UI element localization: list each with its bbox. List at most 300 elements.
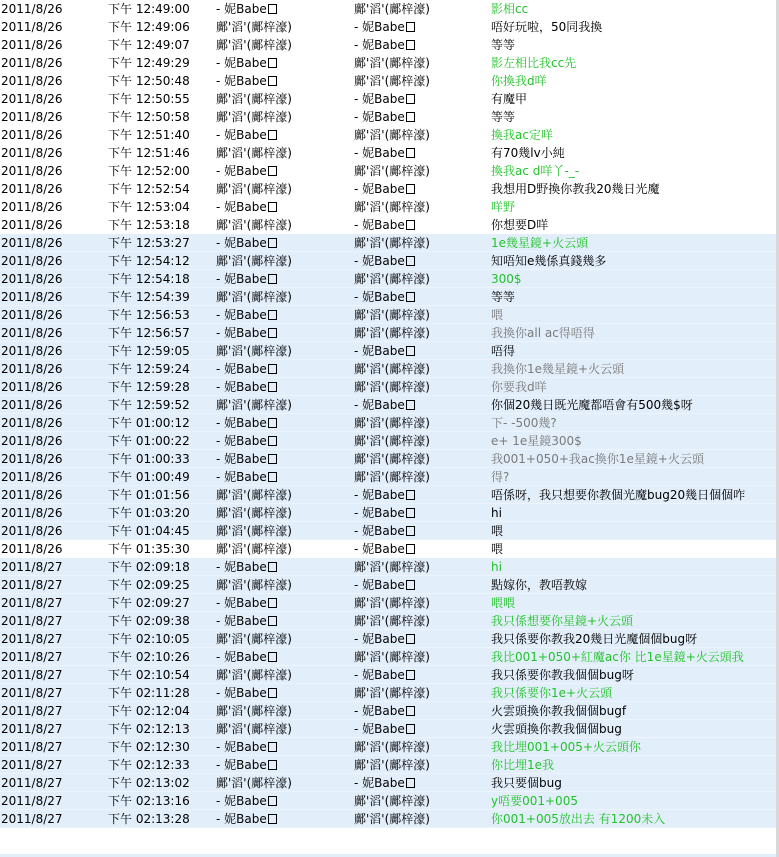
sender-name: - 妮Babe	[216, 434, 267, 448]
log-message: 火雲頭換你教我個個bugf	[491, 704, 627, 718]
log-time: 下午 02:10:26	[108, 650, 190, 664]
log-time: 下午 02:09:18	[108, 560, 190, 574]
missing-glyph-box	[406, 724, 415, 734]
log-row[interactable]	[0, 468, 779, 486]
receiver-name: - 妮Babe	[354, 254, 405, 268]
sender-name: 鄺'滔'(鄺梓濠)	[216, 506, 292, 520]
log-row[interactable]	[0, 630, 779, 648]
log-row[interactable]	[0, 90, 779, 108]
log-time: 下午 02:12:30	[108, 740, 190, 754]
log-row[interactable]	[0, 792, 779, 810]
log-date: 2011/8/27	[1, 704, 63, 718]
log-time: 下午 02:13:16	[108, 794, 190, 808]
log-from	[216, 702, 346, 720]
log-time: 下午 12:59:52	[108, 398, 190, 412]
log-time: 下午 02:09:38	[108, 614, 190, 628]
log-row[interactable]	[0, 378, 779, 396]
log-date: 2011/8/26	[1, 380, 63, 394]
receiver-name: - 妮Babe	[354, 524, 405, 538]
log-to	[354, 306, 484, 324]
log-date: 2011/8/26	[1, 398, 63, 412]
log-message: 我換你1e幾星鏡+火云頭	[491, 362, 625, 376]
log-to	[354, 468, 484, 486]
sender-name: 鄺'滔'(鄺梓濠)	[216, 524, 292, 538]
log-message: 等等	[491, 38, 516, 52]
missing-glyph-box	[268, 76, 277, 86]
log-time: 下午 12:49:29	[108, 56, 190, 70]
receiver-name: 鄺'滔'(鄺梓濠)	[354, 272, 430, 286]
log-time: 下午 12:49:06	[108, 20, 190, 34]
sender-name: - 妮Babe	[216, 272, 267, 286]
log-to	[354, 540, 484, 558]
log-to	[354, 252, 484, 270]
log-row[interactable]	[0, 54, 779, 72]
log-from	[216, 810, 346, 828]
sender-name: 鄺'滔'(鄺梓濠)	[216, 92, 292, 106]
log-from	[216, 324, 346, 342]
log-message: 換我ac d咩丫-_-	[491, 164, 580, 178]
log-date: 2011/8/26	[1, 236, 63, 250]
log-date: 2011/8/26	[1, 38, 63, 52]
missing-glyph-box	[406, 94, 415, 104]
log-from	[216, 594, 346, 612]
log-from	[216, 558, 346, 576]
log-row[interactable]	[0, 126, 779, 144]
log-row[interactable]	[0, 216, 779, 234]
log-row[interactable]	[0, 180, 779, 198]
log-message: 點嫁你，教唔教嫁	[491, 578, 588, 592]
receiver-name: - 妮Babe	[354, 290, 405, 304]
log-row[interactable]	[0, 648, 779, 666]
missing-glyph-box	[406, 220, 415, 230]
log-row[interactable]	[0, 72, 779, 90]
log-row[interactable]	[0, 270, 779, 288]
missing-glyph-box	[268, 58, 277, 68]
missing-glyph-box	[268, 652, 277, 662]
sender-name: 鄺'滔'(鄺梓濠)	[216, 20, 292, 34]
log-to	[354, 270, 484, 288]
log-time: 下午 01:00:12	[108, 416, 190, 430]
log-to	[354, 72, 484, 90]
log-message: 知唔知e幾係真錢幾多	[491, 254, 607, 268]
sender-name: 鄺'滔'(鄺梓濠)	[216, 218, 292, 232]
log-message: 我001+050+我ac換你1e星鏡+火云頭	[491, 452, 704, 466]
log-message: 你個20幾日既光魔都唔會有500幾$呀	[491, 398, 693, 412]
sender-name: - 妮Babe	[216, 236, 267, 250]
log-to	[354, 90, 484, 108]
log-from	[216, 468, 346, 486]
missing-glyph-box	[406, 292, 415, 302]
log-row[interactable]	[0, 702, 779, 720]
missing-glyph-box	[268, 364, 277, 374]
log-message: 影相cc	[491, 2, 529, 16]
log-row[interactable]	[0, 288, 779, 306]
missing-glyph-box	[268, 418, 277, 428]
log-row[interactable]	[0, 144, 779, 162]
log-date: 2011/8/26	[1, 74, 63, 88]
sender-name: 鄺'滔'(鄺梓濠)	[216, 776, 292, 790]
missing-glyph-box	[406, 40, 415, 50]
receiver-name: 鄺'滔'(鄺梓濠)	[354, 740, 430, 754]
log-to	[354, 522, 484, 540]
missing-glyph-box	[268, 382, 277, 392]
missing-glyph-box	[268, 238, 277, 248]
log-date: 2011/8/27	[1, 560, 63, 574]
log-row[interactable]	[0, 684, 779, 702]
log-row[interactable]	[0, 324, 779, 342]
log-time: 下午 12:54:18	[108, 272, 190, 286]
sender-name: - 妮Babe	[216, 128, 267, 142]
log-date: 2011/8/26	[1, 488, 63, 502]
sender-name: - 妮Babe	[216, 200, 267, 214]
log-message: 1e幾星鏡+火云頭	[491, 236, 589, 250]
log-message: 我只要個bug	[491, 776, 562, 790]
log-row[interactable]	[0, 504, 779, 522]
log-to	[354, 756, 484, 774]
log-date: 2011/8/27	[1, 812, 63, 826]
log-date: 2011/8/26	[1, 434, 63, 448]
log-row[interactable]	[0, 450, 779, 468]
log-date: 2011/8/26	[1, 20, 63, 34]
log-time: 下午 02:12:13	[108, 722, 190, 736]
missing-glyph-box	[406, 490, 415, 500]
receiver-name: 鄺'滔'(鄺梓濠)	[354, 758, 430, 772]
receiver-name: 鄺'滔'(鄺梓濠)	[354, 128, 430, 142]
log-to	[354, 666, 484, 684]
log-row[interactable]	[0, 576, 779, 594]
log-from	[216, 774, 346, 792]
receiver-name: 鄺'滔'(鄺梓濠)	[354, 326, 430, 340]
log-to	[354, 720, 484, 738]
log-date: 2011/8/27	[1, 596, 63, 610]
sender-name: 鄺'滔'(鄺梓濠)	[216, 668, 292, 682]
log-from	[216, 756, 346, 774]
receiver-name: - 妮Babe	[354, 542, 405, 556]
missing-glyph-box	[268, 742, 277, 752]
log-row[interactable]	[0, 612, 779, 630]
log-message: 我想用D野換你教我20幾日光魔	[491, 182, 660, 196]
log-time: 下午 12:52:54	[108, 182, 190, 196]
log-row[interactable]	[0, 108, 779, 126]
missing-glyph-box	[268, 4, 277, 14]
log-from	[216, 738, 346, 756]
log-to	[354, 54, 484, 72]
log-from	[216, 612, 346, 630]
log-from	[216, 504, 346, 522]
log-row[interactable]	[0, 306, 779, 324]
log-from	[216, 666, 346, 684]
log-from	[216, 396, 346, 414]
log-message: 我只係想要你星鏡+火云頭	[491, 614, 634, 628]
log-row[interactable]	[0, 486, 779, 504]
sender-name: - 妮Babe	[216, 740, 267, 754]
log-row[interactable]	[0, 756, 779, 774]
missing-glyph-box	[268, 274, 277, 284]
log-row[interactable]	[0, 162, 779, 180]
log-to	[354, 396, 484, 414]
log-to	[354, 594, 484, 612]
log-row[interactable]	[0, 0, 779, 18]
log-date: 2011/8/27	[1, 668, 63, 682]
log-to	[354, 738, 484, 756]
log-date: 2011/8/26	[1, 470, 63, 484]
sender-name: - 妮Babe	[216, 74, 267, 88]
log-row[interactable]	[0, 198, 779, 216]
log-from	[216, 0, 346, 18]
log-message: 火雲頭換你教我個個bug	[491, 722, 622, 736]
log-message: 我換你all ac得唔得	[491, 326, 595, 340]
log-time: 下午 01:03:20	[108, 506, 190, 520]
log-row[interactable]	[0, 810, 779, 828]
sender-name: - 妮Babe	[216, 614, 267, 628]
log-time: 下午 12:52:00	[108, 164, 190, 178]
missing-glyph-box	[268, 472, 277, 482]
log-message: 等等	[491, 110, 516, 124]
missing-glyph-box	[406, 400, 415, 410]
sender-name: 鄺'滔'(鄺梓濠)	[216, 704, 292, 718]
receiver-name: 鄺'滔'(鄺梓濠)	[354, 794, 430, 808]
log-from	[216, 288, 346, 306]
log-time: 下午 12:51:40	[108, 128, 190, 142]
sender-name: - 妮Babe	[216, 164, 267, 178]
log-row[interactable]	[0, 522, 779, 540]
sender-name: - 妮Babe	[216, 686, 267, 700]
log-to	[354, 234, 484, 252]
log-message: 換我ac定咩	[491, 128, 553, 142]
log-from	[216, 270, 346, 288]
receiver-name: 鄺'滔'(鄺梓濠)	[354, 380, 430, 394]
log-time: 下午 12:59:24	[108, 362, 190, 376]
sender-name: 鄺'滔'(鄺梓濠)	[216, 38, 292, 52]
log-row[interactable]	[0, 666, 779, 684]
sender-name: 鄺'滔'(鄺梓濠)	[216, 182, 292, 196]
missing-glyph-box	[268, 166, 277, 176]
log-to	[354, 0, 484, 18]
log-row[interactable]	[0, 774, 779, 792]
receiver-name: 鄺'滔'(鄺梓濠)	[354, 308, 430, 322]
missing-glyph-box	[406, 778, 415, 788]
log-row[interactable]	[0, 360, 779, 378]
log-time: 下午 12:53:04	[108, 200, 190, 214]
log-row[interactable]	[0, 720, 779, 738]
log-from	[216, 108, 346, 126]
log-message: 唔好玩啦，50同我換	[491, 20, 603, 34]
log-to	[354, 18, 484, 36]
log-time: 下午 01:00:33	[108, 452, 190, 466]
log-row[interactable]	[0, 234, 779, 252]
log-date: 2011/8/27	[1, 614, 63, 628]
sender-name: 鄺'滔'(鄺梓濠)	[216, 254, 292, 268]
log-to	[354, 36, 484, 54]
missing-glyph-box	[406, 634, 415, 644]
log-to	[354, 684, 484, 702]
log-to	[354, 810, 484, 828]
log-to	[354, 342, 484, 360]
log-from	[216, 198, 346, 216]
sender-name: 鄺'滔'(鄺梓濠)	[216, 578, 292, 592]
log-date: 2011/8/26	[1, 146, 63, 160]
log-to	[354, 648, 484, 666]
sender-name: - 妮Babe	[216, 2, 267, 16]
log-from	[216, 216, 346, 234]
log-to	[354, 162, 484, 180]
sender-name: - 妮Babe	[216, 362, 267, 376]
receiver-name: 鄺'滔'(鄺梓濠)	[354, 596, 430, 610]
log-message: 我比001+050+紅魔ac你 比1e星鏡+火云頭我	[491, 650, 744, 664]
log-message: e+ 1e星鏡300$	[491, 434, 582, 448]
missing-glyph-box	[406, 112, 415, 122]
receiver-name: - 妮Babe	[354, 146, 405, 160]
sender-name: - 妮Babe	[216, 308, 267, 322]
log-from	[216, 144, 346, 162]
receiver-name: 鄺'滔'(鄺梓濠)	[354, 362, 430, 376]
receiver-name: - 妮Babe	[354, 20, 405, 34]
log-message: hi	[491, 506, 502, 520]
log-from	[216, 36, 346, 54]
receiver-name: - 妮Babe	[354, 92, 405, 106]
log-time: 下午 12:50:58	[108, 110, 190, 124]
log-date: 2011/8/26	[1, 452, 63, 466]
sender-name: - 妮Babe	[216, 326, 267, 340]
log-row[interactable]	[0, 738, 779, 756]
log-from	[216, 684, 346, 702]
log-row[interactable]	[0, 414, 779, 432]
log-to	[354, 558, 484, 576]
log-date: 2011/8/26	[1, 290, 63, 304]
sender-name: 鄺'滔'(鄺梓濠)	[216, 110, 292, 124]
log-time: 下午 12:56:57	[108, 326, 190, 340]
log-from	[216, 72, 346, 90]
receiver-name: - 妮Babe	[354, 344, 405, 358]
sender-name: - 妮Babe	[216, 596, 267, 610]
log-to	[354, 792, 484, 810]
log-row[interactable]	[0, 252, 779, 270]
log-row[interactable]	[0, 540, 779, 558]
missing-glyph-box	[406, 580, 415, 590]
log-date: 2011/8/26	[1, 92, 63, 106]
log-from	[216, 630, 346, 648]
log-date: 2011/8/26	[1, 362, 63, 376]
log-date: 2011/8/26	[1, 128, 63, 142]
log-from	[216, 432, 346, 450]
missing-glyph-box	[268, 454, 277, 464]
log-from	[216, 486, 346, 504]
log-time: 下午 12:56:53	[108, 308, 190, 322]
sender-name: - 妮Babe	[216, 380, 267, 394]
log-to	[354, 126, 484, 144]
log-row[interactable]	[0, 594, 779, 612]
log-to	[354, 504, 484, 522]
log-message: 你換我d咩	[491, 74, 547, 88]
missing-glyph-box	[268, 328, 277, 338]
log-from	[216, 90, 346, 108]
missing-glyph-box	[406, 526, 415, 536]
log-to	[354, 324, 484, 342]
sender-name: 鄺'滔'(鄺梓濠)	[216, 146, 292, 160]
receiver-name: - 妮Babe	[354, 218, 405, 232]
log-time: 下午 12:50:55	[108, 92, 190, 106]
log-date: 2011/8/26	[1, 524, 63, 538]
log-date: 2011/8/27	[1, 740, 63, 754]
receiver-name: 鄺'滔'(鄺梓濠)	[354, 812, 430, 826]
log-row[interactable]	[0, 18, 779, 36]
log-date: 2011/8/26	[1, 326, 63, 340]
log-from	[216, 648, 346, 666]
log-message: 咩野	[491, 200, 516, 214]
log-time: 下午 02:10:54	[108, 668, 190, 682]
log-time: 下午 02:09:25	[108, 578, 190, 592]
receiver-name: - 妮Babe	[354, 398, 405, 412]
log-to	[354, 612, 484, 630]
log-time: 下午 12:53:27	[108, 236, 190, 250]
log-to	[354, 198, 484, 216]
log-message: 你比埋1e我	[491, 758, 555, 772]
missing-glyph-box	[268, 814, 277, 824]
sender-name: - 妮Babe	[216, 56, 267, 70]
sender-name: - 妮Babe	[216, 560, 267, 574]
log-time: 下午 12:59:28	[108, 380, 190, 394]
receiver-name: - 妮Babe	[354, 632, 405, 646]
log-time: 下午 12:49:07	[108, 38, 190, 52]
missing-glyph-box	[406, 508, 415, 518]
sender-name: 鄺'滔'(鄺梓濠)	[216, 722, 292, 736]
missing-glyph-box	[268, 616, 277, 626]
log-time: 下午 02:12:33	[108, 758, 190, 772]
sender-name: 鄺'滔'(鄺梓濠)	[216, 398, 292, 412]
log-row[interactable]	[0, 342, 779, 360]
log-from	[216, 180, 346, 198]
log-from	[216, 234, 346, 252]
receiver-name: 鄺'滔'(鄺梓濠)	[354, 164, 430, 178]
log-time: 下午 01:04:45	[108, 524, 190, 538]
log-from	[216, 414, 346, 432]
log-date: 2011/8/26	[1, 344, 63, 358]
log-row[interactable]	[0, 396, 779, 414]
missing-glyph-box	[268, 598, 277, 608]
log-time: 下午 12:59:05	[108, 344, 190, 358]
receiver-name: 鄺'滔'(鄺梓濠)	[354, 560, 430, 574]
log-to	[354, 432, 484, 450]
log-date: 2011/8/26	[1, 218, 63, 232]
log-time: 下午 12:51:46	[108, 146, 190, 160]
log-message: 300$	[491, 272, 522, 286]
log-row[interactable]	[0, 432, 779, 450]
receiver-name: 鄺'滔'(鄺梓濠)	[354, 686, 430, 700]
log-message: 喂	[491, 542, 504, 556]
log-message: 影左相比我cc先	[491, 56, 577, 70]
log-from	[216, 378, 346, 396]
log-message: y唔要001+005	[491, 794, 578, 808]
sender-name: - 妮Babe	[216, 758, 267, 772]
receiver-name: - 妮Babe	[354, 488, 405, 502]
log-row[interactable]	[0, 36, 779, 54]
log-date: 2011/8/27	[1, 632, 63, 646]
log-from	[216, 540, 346, 558]
missing-glyph-box	[406, 346, 415, 356]
log-to	[354, 450, 484, 468]
log-row[interactable]	[0, 558, 779, 576]
log-message: 等等	[491, 290, 516, 304]
missing-glyph-box	[406, 148, 415, 158]
log-date: 2011/8/27	[1, 578, 63, 592]
log-message: 有魔甲	[491, 92, 528, 106]
log-to	[354, 378, 484, 396]
missing-glyph-box	[268, 796, 277, 806]
receiver-name: - 妮Babe	[354, 506, 405, 520]
log-to	[354, 108, 484, 126]
log-time: 下午 01:00:22	[108, 434, 190, 448]
log-message: 唔係呀，我只想要你教個光魔bug20幾日個個咋	[491, 488, 746, 502]
